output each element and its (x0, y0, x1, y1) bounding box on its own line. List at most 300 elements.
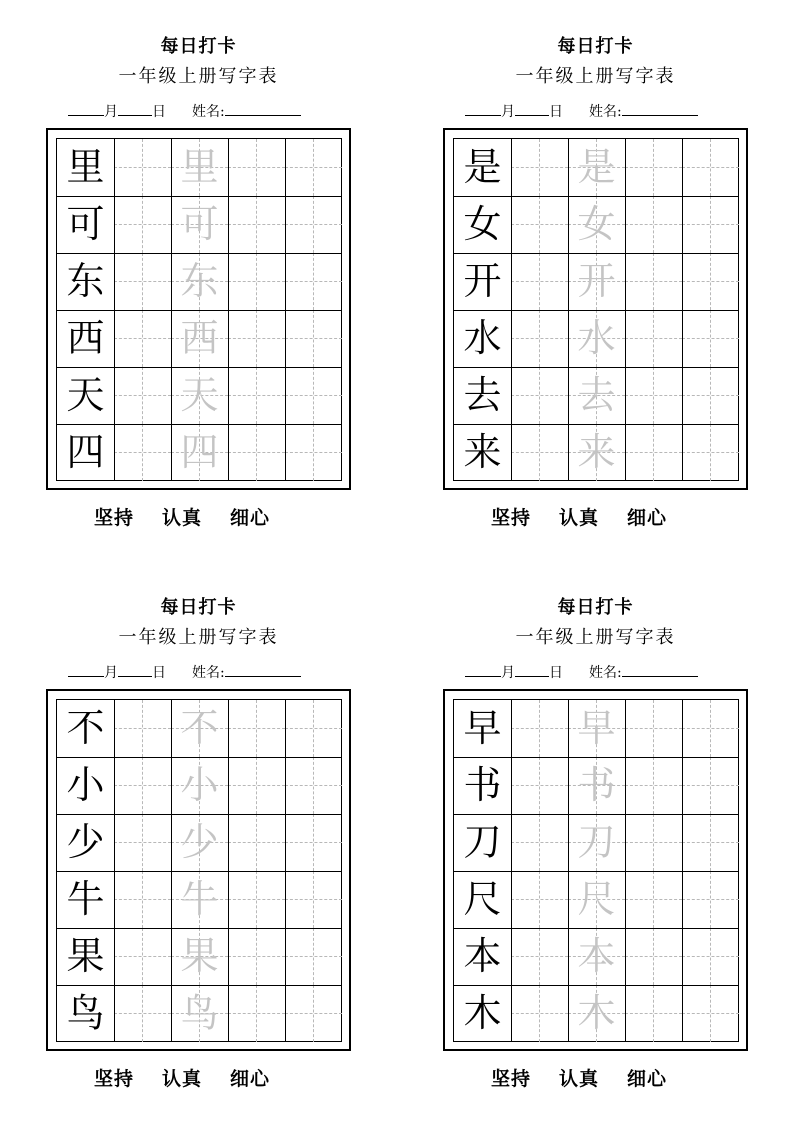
guide-line-vertical (313, 928, 314, 985)
practice-cell[interactable] (625, 814, 682, 871)
practice-cell[interactable] (682, 367, 739, 424)
writing-grid-frame (46, 128, 351, 490)
practice-cell[interactable] (625, 310, 682, 367)
trace-character: 本 (577, 934, 616, 978)
sheet-title: 每日打卡 (557, 36, 634, 57)
trace-character: 天 (180, 373, 219, 417)
practice-cell[interactable] (228, 814, 285, 871)
row-divider (454, 253, 738, 254)
day-label: 日 (152, 104, 166, 120)
row-divider (57, 871, 341, 872)
practice-cell[interactable] (625, 871, 682, 928)
trace-cell[interactable] (568, 253, 625, 310)
guide-line-vertical (653, 928, 654, 985)
practice-cell[interactable] (511, 196, 568, 253)
guide-line-vertical (653, 985, 654, 1042)
motto-word: 细心 (230, 507, 271, 529)
guide-line-vertical (653, 196, 654, 253)
row-divider (57, 367, 341, 368)
month-label: 月 (501, 665, 515, 681)
model-cell (454, 985, 511, 1042)
trace-character: 少 (180, 820, 219, 864)
guide-line-vertical (142, 928, 143, 985)
practice-cell[interactable] (114, 196, 171, 253)
row-divider (57, 253, 341, 254)
trace-cell[interactable] (171, 310, 228, 367)
guide-line-vertical (142, 139, 143, 196)
guide-line-vertical (142, 700, 143, 757)
model-cell (57, 928, 114, 985)
trace-cell[interactable] (171, 814, 228, 871)
row-divider (454, 928, 738, 929)
guide-line-vertical (653, 367, 654, 424)
trace-cell[interactable] (568, 700, 625, 757)
model-character: 果 (66, 934, 105, 978)
motto (94, 503, 298, 530)
trace-cell[interactable] (171, 139, 228, 196)
practice-cell[interactable] (114, 139, 171, 196)
model-cell (454, 367, 511, 424)
grid-row (57, 139, 341, 196)
day-label: 日 (549, 104, 563, 120)
model-cell (57, 139, 114, 196)
date-name-line (68, 662, 353, 684)
trace-character: 早 (577, 706, 616, 750)
guide-line-vertical (539, 985, 540, 1042)
practice-cell[interactable] (285, 310, 342, 367)
guide-line-vertical (653, 310, 654, 367)
practice-cell[interactable] (228, 928, 285, 985)
guide-line-vertical (256, 367, 257, 424)
guide-line-vertical (256, 700, 257, 757)
name-blank[interactable] (622, 101, 698, 116)
model-cell (57, 757, 114, 814)
guide-line-vertical (142, 757, 143, 814)
writing-grid (453, 138, 739, 481)
practice-cell[interactable] (285, 928, 342, 985)
guide-line-vertical (539, 367, 540, 424)
guide-line-vertical (256, 757, 257, 814)
practice-cell[interactable] (511, 985, 568, 1042)
guide-line-vertical (653, 871, 654, 928)
model-character: 少 (66, 820, 105, 864)
row-divider (454, 196, 738, 197)
guide-line-vertical (142, 253, 143, 310)
grid-row (454, 367, 738, 424)
row-divider (454, 367, 738, 368)
guide-line-vertical (710, 700, 711, 757)
practice-cell[interactable] (114, 253, 171, 310)
name-label: 姓名: (192, 104, 225, 120)
trace-cell[interactable] (171, 871, 228, 928)
trace-cell[interactable] (171, 367, 228, 424)
trace-character: 来 (577, 430, 616, 474)
practice-cell[interactable] (682, 814, 739, 871)
practice-cell[interactable] (114, 424, 171, 481)
name-label: 姓名: (589, 665, 622, 681)
grid-row (454, 928, 738, 985)
grid-row (454, 757, 738, 814)
guide-line-vertical (710, 310, 711, 367)
practice-cell[interactable] (285, 757, 342, 814)
model-character: 早 (463, 706, 502, 750)
grid-row (454, 424, 738, 481)
guide-line-vertical (256, 139, 257, 196)
writing-grid-frame (443, 689, 748, 1051)
date-name-line (68, 101, 353, 123)
guide-line-vertical (313, 814, 314, 871)
guide-line-vertical (313, 253, 314, 310)
practice-cell[interactable] (285, 700, 342, 757)
practice-cell[interactable] (285, 367, 342, 424)
grid-row (57, 928, 341, 985)
trace-character: 四 (180, 430, 219, 474)
grid-row (454, 253, 738, 310)
practice-cell[interactable] (228, 985, 285, 1042)
practice-sheet (46, 0, 356, 540)
trace-character: 水 (577, 316, 616, 360)
trace-character: 是 (577, 145, 616, 189)
model-cell (454, 871, 511, 928)
guide-line-vertical (710, 196, 711, 253)
trace-cell[interactable] (568, 139, 625, 196)
guide-line-vertical (653, 139, 654, 196)
model-character: 可 (66, 202, 105, 246)
row-divider (454, 757, 738, 758)
practice-cell[interactable] (511, 871, 568, 928)
guide-line-vertical (539, 700, 540, 757)
name-blank[interactable] (225, 662, 301, 677)
writing-grid (56, 138, 342, 481)
guide-line-vertical (539, 253, 540, 310)
guide-line-vertical (256, 310, 257, 367)
date-name-line (465, 662, 750, 684)
trace-cell[interactable] (568, 928, 625, 985)
guide-line-vertical (256, 424, 257, 481)
month-label: 月 (104, 665, 118, 681)
guide-line-vertical (256, 814, 257, 871)
day-blank[interactable] (515, 101, 549, 116)
writing-grid-frame (443, 128, 748, 490)
day-blank[interactable] (118, 101, 152, 116)
practice-cell[interactable] (625, 757, 682, 814)
model-cell (57, 253, 114, 310)
practice-cell[interactable] (228, 700, 285, 757)
guide-line-vertical (313, 985, 314, 1042)
grid-row (454, 700, 738, 757)
guide-line-vertical (539, 814, 540, 871)
grid-row (57, 871, 341, 928)
trace-character: 尺 (577, 877, 616, 921)
motto-word: 细心 (627, 1068, 668, 1090)
grid-row (454, 139, 738, 196)
writing-grid (453, 699, 739, 1042)
practice-cell[interactable] (511, 367, 568, 424)
practice-cell[interactable] (682, 928, 739, 985)
motto (491, 1064, 695, 1091)
practice-cell[interactable] (625, 985, 682, 1042)
practice-cell[interactable] (511, 310, 568, 367)
practice-cell[interactable] (682, 700, 739, 757)
sheet-subtitle: 一年级上册写字表 (515, 66, 676, 87)
guide-line-vertical (313, 196, 314, 253)
guide-line-vertical (710, 253, 711, 310)
guide-line-vertical (313, 310, 314, 367)
practice-cell[interactable] (511, 424, 568, 481)
trace-cell[interactable] (568, 196, 625, 253)
writing-grid-frame (46, 689, 351, 1051)
row-divider (454, 814, 738, 815)
grid-row (57, 196, 341, 253)
practice-cell[interactable] (511, 253, 568, 310)
practice-cell[interactable] (625, 367, 682, 424)
guide-line-vertical (313, 424, 314, 481)
guide-line-vertical (142, 424, 143, 481)
guide-line-vertical (710, 139, 711, 196)
practice-cell[interactable] (114, 700, 171, 757)
practice-cell[interactable] (511, 139, 568, 196)
model-character: 刀 (463, 820, 502, 864)
motto-word: 细心 (627, 507, 668, 529)
motto-word: 坚持 (94, 1068, 135, 1090)
model-cell (57, 196, 114, 253)
grid-row (57, 367, 341, 424)
day-blank[interactable] (118, 662, 152, 677)
trace-character: 鸟 (180, 991, 219, 1035)
model-cell (57, 700, 114, 757)
practice-cell[interactable] (228, 253, 285, 310)
guide-line-vertical (653, 253, 654, 310)
model-cell (57, 871, 114, 928)
sheet-title: 每日打卡 (160, 597, 237, 618)
practice-cell[interactable] (285, 814, 342, 871)
motto-word: 细心 (230, 1068, 271, 1090)
row-divider (57, 985, 341, 986)
trace-cell[interactable] (171, 985, 228, 1042)
trace-cell[interactable] (568, 424, 625, 481)
trace-cell[interactable] (171, 253, 228, 310)
model-cell (454, 139, 511, 196)
trace-character: 可 (180, 202, 219, 246)
practice-sheet (443, 0, 753, 540)
trace-cell[interactable] (171, 700, 228, 757)
model-character: 是 (463, 145, 502, 189)
model-cell (454, 424, 511, 481)
guide-line-vertical (142, 367, 143, 424)
row-divider (57, 310, 341, 311)
model-character: 本 (463, 934, 502, 978)
practice-cell[interactable] (114, 985, 171, 1042)
model-cell (57, 424, 114, 481)
trace-character: 书 (577, 763, 616, 807)
practice-cell[interactable] (228, 196, 285, 253)
guide-line-vertical (256, 196, 257, 253)
motto (94, 1064, 298, 1091)
model-cell (454, 253, 511, 310)
guide-line-vertical (313, 367, 314, 424)
trace-cell[interactable] (568, 757, 625, 814)
practice-cell[interactable] (285, 139, 342, 196)
name-label: 姓名: (192, 665, 225, 681)
guide-line-vertical (653, 424, 654, 481)
guide-line-vertical (142, 985, 143, 1042)
row-divider (57, 424, 341, 425)
guide-line-vertical (256, 985, 257, 1042)
practice-cell[interactable] (511, 700, 568, 757)
guide-line-vertical (710, 757, 711, 814)
month-blank[interactable] (68, 101, 104, 116)
name-blank[interactable] (622, 662, 698, 677)
trace-character: 牛 (180, 877, 219, 921)
model-cell (454, 196, 511, 253)
guide-line-vertical (653, 814, 654, 871)
grid-row (454, 871, 738, 928)
grid-row (57, 424, 341, 481)
guide-line-vertical (142, 814, 143, 871)
practice-cell[interactable] (511, 757, 568, 814)
trace-cell[interactable] (171, 424, 228, 481)
month-blank[interactable] (465, 662, 501, 677)
grid-row (57, 700, 341, 757)
grid-row (57, 814, 341, 871)
motto-word: 认真 (162, 1068, 203, 1090)
practice-cell[interactable] (228, 757, 285, 814)
guide-line-vertical (256, 928, 257, 985)
trace-cell[interactable] (171, 757, 228, 814)
guide-line-vertical (142, 196, 143, 253)
sheet-subtitle: 一年级上册写字表 (515, 627, 676, 648)
practice-cell[interactable] (228, 310, 285, 367)
row-divider (454, 871, 738, 872)
month-label: 月 (501, 104, 515, 120)
model-cell (57, 814, 114, 871)
trace-character: 小 (180, 763, 219, 807)
practice-cell[interactable] (114, 310, 171, 367)
trace-character: 西 (180, 316, 219, 360)
practice-cell[interactable] (625, 253, 682, 310)
sheet-title: 每日打卡 (557, 597, 634, 618)
practice-cell[interactable] (682, 139, 739, 196)
row-divider (454, 424, 738, 425)
trace-cell[interactable] (568, 367, 625, 424)
practice-cell[interactable] (114, 757, 171, 814)
sheet-subtitle: 一年级上册写字表 (118, 627, 279, 648)
practice-cell[interactable] (682, 757, 739, 814)
trace-cell[interactable] (171, 928, 228, 985)
practice-cell[interactable] (682, 196, 739, 253)
guide-line-vertical (539, 310, 540, 367)
practice-cell[interactable] (511, 814, 568, 871)
motto-word: 认真 (162, 507, 203, 529)
practice-cell[interactable] (511, 928, 568, 985)
grid-row (57, 757, 341, 814)
practice-cell[interactable] (682, 253, 739, 310)
model-character: 去 (463, 373, 502, 417)
day-label: 日 (152, 665, 166, 681)
grid-row (454, 196, 738, 253)
trace-character: 刀 (577, 820, 616, 864)
practice-sheet (443, 561, 753, 1101)
month-label: 月 (104, 104, 118, 120)
practice-cell[interactable] (228, 367, 285, 424)
model-cell (57, 985, 114, 1042)
trace-cell[interactable] (568, 985, 625, 1042)
guide-line-vertical (539, 139, 540, 196)
trace-cell[interactable] (568, 814, 625, 871)
grid-row (57, 985, 341, 1042)
guide-line-vertical (539, 196, 540, 253)
practice-cell[interactable] (625, 139, 682, 196)
practice-cell[interactable] (228, 424, 285, 481)
practice-cell[interactable] (285, 253, 342, 310)
name-blank[interactable] (225, 101, 301, 116)
trace-cell[interactable] (171, 196, 228, 253)
model-cell (57, 367, 114, 424)
guide-line-vertical (256, 871, 257, 928)
trace-cell[interactable] (568, 310, 625, 367)
trace-character: 果 (180, 934, 219, 978)
model-character: 里 (66, 145, 105, 189)
practice-cell[interactable] (625, 196, 682, 253)
day-blank[interactable] (515, 662, 549, 677)
practice-cell[interactable] (682, 424, 739, 481)
trace-character: 不 (180, 706, 219, 750)
row-divider (454, 310, 738, 311)
practice-cell[interactable] (228, 139, 285, 196)
guide-line-vertical (710, 871, 711, 928)
practice-cell[interactable] (625, 928, 682, 985)
model-character: 鸟 (66, 991, 105, 1035)
practice-cell[interactable] (285, 871, 342, 928)
trace-cell[interactable] (568, 871, 625, 928)
date-name-line (465, 101, 750, 123)
guide-line-vertical (313, 871, 314, 928)
practice-cell[interactable] (285, 196, 342, 253)
day-label: 日 (549, 665, 563, 681)
practice-cell[interactable] (625, 700, 682, 757)
practice-cell[interactable] (114, 814, 171, 871)
practice-cell[interactable] (285, 985, 342, 1042)
trace-character: 木 (577, 991, 616, 1035)
trace-character: 女 (577, 202, 616, 246)
practice-cell[interactable] (114, 367, 171, 424)
motto-word: 认真 (559, 507, 600, 529)
model-character: 四 (66, 430, 105, 474)
practice-cell[interactable] (625, 424, 682, 481)
guide-line-vertical (256, 253, 257, 310)
guide-line-vertical (142, 310, 143, 367)
row-divider (454, 985, 738, 986)
practice-cell[interactable] (228, 871, 285, 928)
model-cell (454, 757, 511, 814)
practice-cell[interactable] (682, 310, 739, 367)
practice-cell[interactable] (682, 985, 739, 1042)
practice-cell[interactable] (682, 871, 739, 928)
month-blank[interactable] (68, 662, 104, 677)
trace-character: 去 (577, 373, 616, 417)
sheet-title: 每日打卡 (160, 36, 237, 57)
guide-line-vertical (710, 928, 711, 985)
model-character: 木 (463, 991, 502, 1035)
month-blank[interactable] (465, 101, 501, 116)
guide-line-vertical (142, 871, 143, 928)
grid-row (57, 253, 341, 310)
guide-line-vertical (710, 424, 711, 481)
practice-cell[interactable] (285, 424, 342, 481)
guide-line-vertical (539, 757, 540, 814)
practice-cell[interactable] (114, 871, 171, 928)
practice-cell[interactable] (114, 928, 171, 985)
